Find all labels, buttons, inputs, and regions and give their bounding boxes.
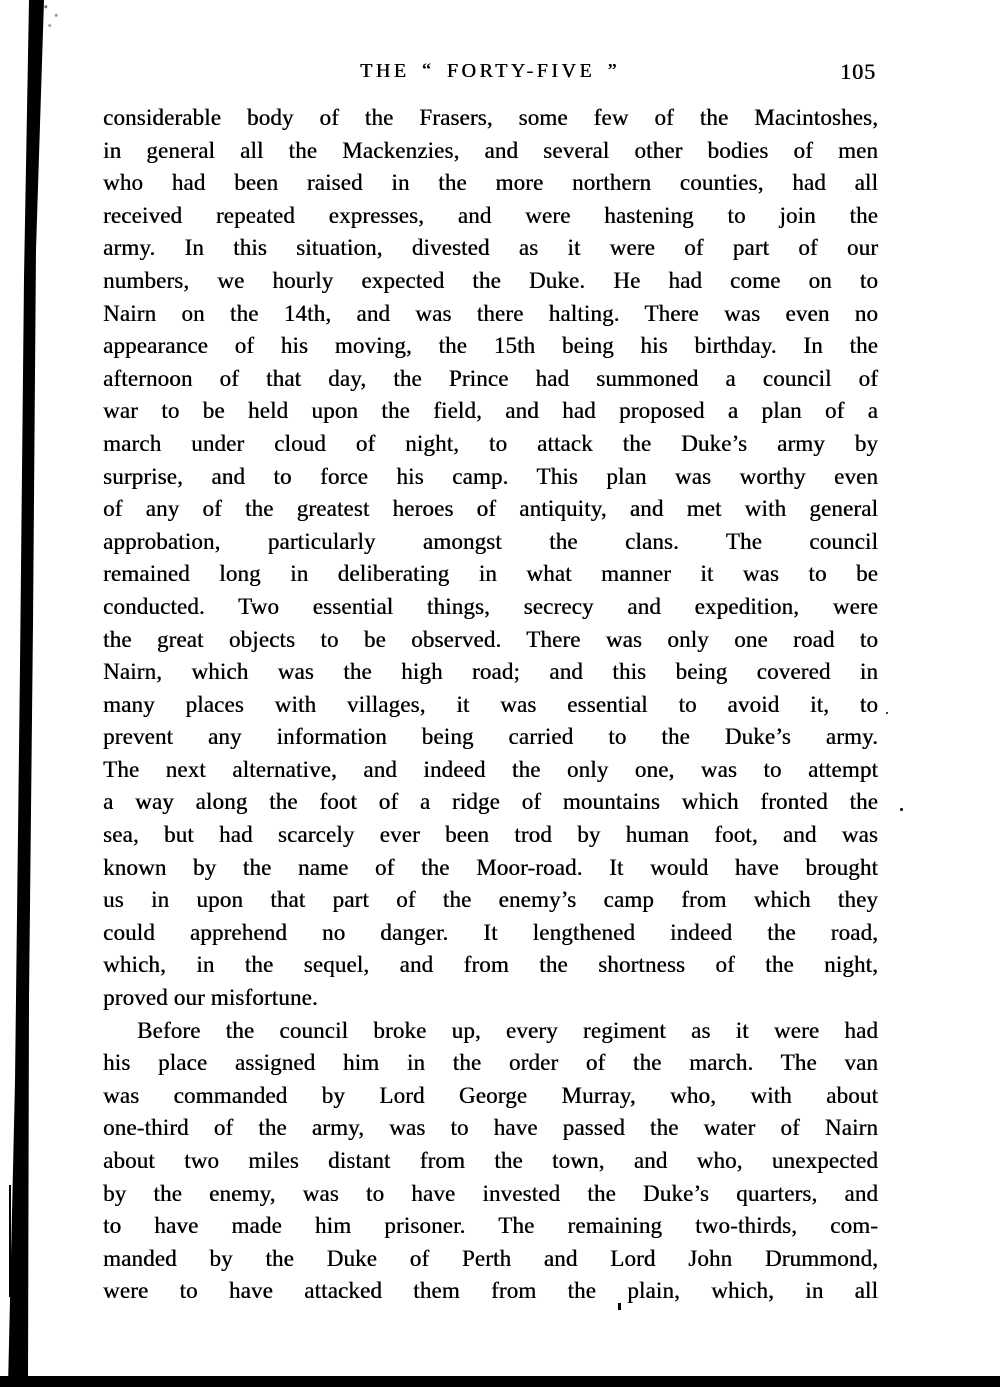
text-line: Nairn on the 14th, and was there halting. There was even no bbox=[103, 300, 878, 326]
ink-speck bbox=[900, 808, 903, 811]
text-line: received repeated expresses, and were hastening to join the bbox=[103, 202, 878, 228]
running-title: THE “ FORTY-FIVE ” bbox=[360, 60, 620, 82]
text-line: afternoon of that day, the Prince had summoned a council of bbox=[103, 365, 878, 391]
text-line: The next alternative, and indeed the only one, was to attempt bbox=[103, 756, 878, 782]
text-line: march under cloud of night, to attack the Duke’s army by bbox=[103, 430, 878, 456]
text-line: by the enemy, was to have invested the Duke’s quarters, and bbox=[103, 1180, 878, 1206]
binding-shadow bbox=[0, 0, 60, 1387]
text-line: which, in the sequel, and from the shortness of the night, bbox=[103, 952, 878, 978]
text-line: known by the name of the Moor-road. It would have brought bbox=[103, 854, 878, 880]
ink-speck bbox=[886, 712, 888, 714]
scan-noise bbox=[38, 0, 64, 34]
text-line: his place assigned him in the order of the march. The van bbox=[103, 1050, 878, 1076]
text-line: war to be held upon the field, and had proposed a plan of a bbox=[103, 398, 878, 424]
text-line: were to have attacked them from the plain, which, in all bbox=[103, 1278, 878, 1304]
text-line: manded by the Duke of Perth and Lord John Drummond, bbox=[103, 1245, 878, 1271]
text-line: army. In this situation, divested as it were of part of our bbox=[103, 235, 878, 261]
text-line: considerable body of the Frasers, some few of the Macintoshes, bbox=[103, 105, 878, 130]
binding-crack-line bbox=[9, 1185, 11, 1297]
text-line: surprise, and to force his camp. This plan was worthy even bbox=[103, 463, 878, 489]
text-line: us in upon that part of the enemy’s camp from which they bbox=[103, 887, 878, 913]
running-head bbox=[102, 60, 878, 94]
text-line: many places with villages, it was essential to avoid it, to bbox=[103, 691, 878, 717]
text-block bbox=[103, 102, 878, 1308]
text-line: in general all the Mackenzies, and several other bodies of men bbox=[103, 137, 878, 163]
page-number: 105 bbox=[840, 59, 876, 84]
text-line: who had been raised in the more northern counties, had all bbox=[103, 170, 878, 196]
text-line: Nairn, which was the high road; and this being covered in bbox=[103, 659, 878, 685]
text-line: appearance of his moving, the 15th being his birthday. In the bbox=[103, 333, 878, 359]
text-line: to have made him prisoner. The remaining two-thirds, com- bbox=[103, 1213, 878, 1239]
text-line: the great objects to be observed. There was only one road to bbox=[103, 626, 878, 652]
text-line: a way along the foot of a ridge of mountains which fronted the bbox=[103, 789, 878, 815]
text-line: Before the council broke up, every regiment as it were had bbox=[137, 1017, 878, 1043]
text-line: conducted. Two essential things, secrecy and expedition, were bbox=[103, 593, 878, 619]
text-line: proved our misfortune. bbox=[103, 985, 318, 1011]
text-line: prevent any information being carried to the Duke’s army. bbox=[103, 724, 878, 750]
text-line: was commanded by Lord George Murray, who, with about bbox=[103, 1082, 878, 1108]
page-bottom-shadow bbox=[0, 1376, 1000, 1387]
text-line: numbers, we hourly expected the Duke. He had come on to bbox=[103, 267, 878, 293]
text-line: about two miles distant from the town, and who, unexpected bbox=[103, 1148, 878, 1173]
text-line: sea, but had scarcely ever been trod by human foot, and was bbox=[103, 822, 878, 848]
text-line: approbation, particularly amongst the clans. The council bbox=[103, 528, 878, 554]
text-line: remained long in deliberating in what manner it was to be bbox=[103, 561, 878, 587]
text-line: of any of the greatest heroes of antiquity, and met with general bbox=[103, 496, 878, 522]
text-line: one-third of the army, was to have passed the water of Nairn bbox=[103, 1115, 878, 1141]
text-line: could apprehend no danger. It lengthened indeed the road, bbox=[103, 919, 878, 945]
